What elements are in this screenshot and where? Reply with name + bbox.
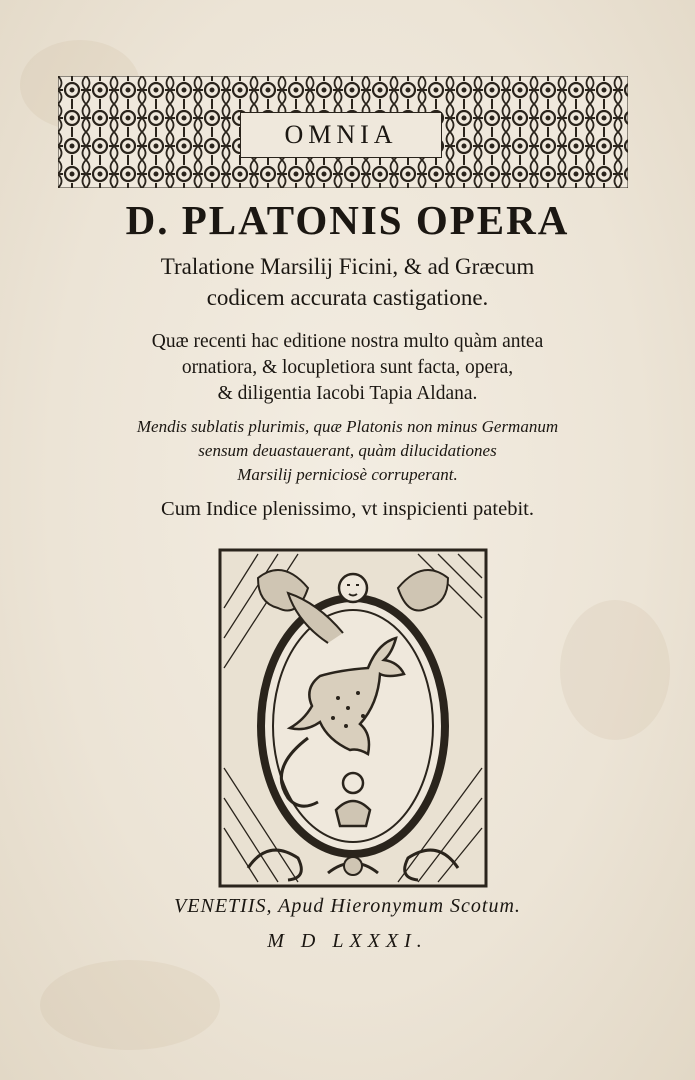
- description-line: ornatiora, & locupletiora sunt facta, opera,: [181, 357, 514, 378]
- publication-date: M D LXXXI.: [267, 930, 428, 952]
- page-title: D. PLATONIS OPERA: [125, 197, 570, 243]
- description-line: & diligentia Iacobi Tapia Aldana.: [217, 383, 478, 404]
- italic-line: Marsilij perniciosè corruperant.: [237, 465, 458, 484]
- paper-stain: [40, 960, 220, 1050]
- italic-line: sensum deuastauerant, quàm dilucidationes: [198, 441, 497, 460]
- printers-device-griffin-icon: [218, 548, 488, 888]
- subtitle-line: Tralatione Marsilij Ficini, & ad Græcum: [160, 254, 535, 279]
- subtitle-line: codicem accurata castigatione.: [206, 285, 489, 310]
- italic-line: Mendis sublatis plurimis, quæ Platonis non minus Germanum: [136, 417, 559, 436]
- imprint-line: VENETIIS, Apud Hieronymum Scotum.: [174, 895, 521, 917]
- description-line: Quæ recenti hac editione nostra multo quàm antea: [151, 331, 544, 352]
- header-word: OMNIA: [240, 112, 442, 158]
- index-line: Cum Indice plenissimo, vt inspicienti patebit.: [161, 498, 534, 520]
- paper-stain: [560, 600, 670, 740]
